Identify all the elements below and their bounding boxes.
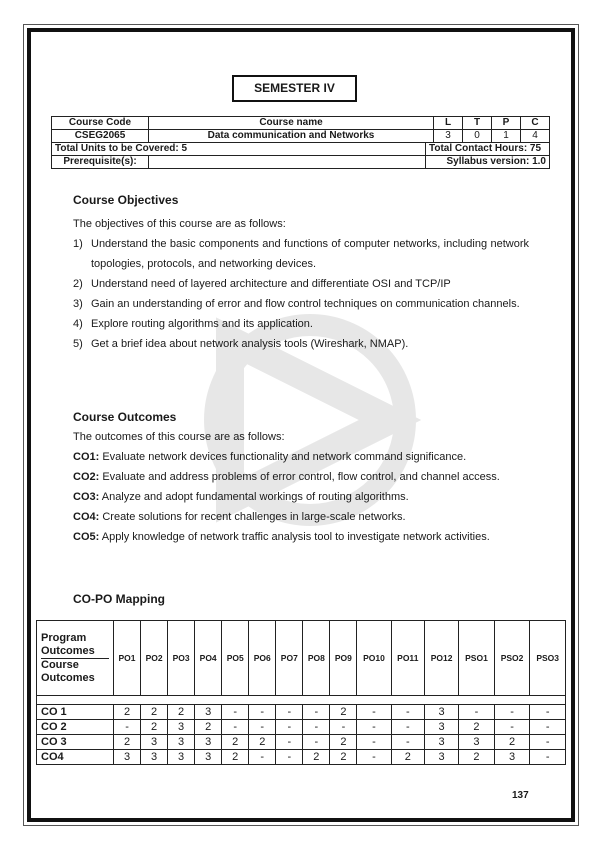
mapping-cell: 3 <box>141 735 168 750</box>
mapping-cell: 3 <box>425 705 459 720</box>
mapping-cell: - <box>357 720 391 735</box>
mapping-corner-cell: Program Outcomes Course Outcomes <box>37 621 114 696</box>
mapping-cell: 3 <box>195 750 222 765</box>
mapping-cell: 2 <box>222 735 249 750</box>
column-header: PO7 <box>276 621 303 696</box>
mapping-cell: 3 <box>195 705 222 720</box>
objectives-heading: Course Objectives <box>73 193 179 207</box>
page-number: 137 <box>512 790 529 801</box>
mapping-cell: 2 <box>222 750 249 765</box>
p-value: 1 <box>492 130 521 143</box>
total-units: Total Units to be Covered: 5 <box>52 143 426 156</box>
mapping-cell: 3 <box>141 750 168 765</box>
outcomes-heading: Course Outcomes <box>73 410 177 424</box>
row-label: CO4 <box>37 750 114 765</box>
table-row <box>37 720 566 735</box>
t-value: 0 <box>463 130 492 143</box>
course-code: CSEG2065 <box>52 130 149 143</box>
mapping-cell: 2 <box>494 735 530 750</box>
mapping-cell: - <box>276 750 303 765</box>
mapping-cell: 2 <box>330 750 357 765</box>
list-item: 4) Explore routing algorithms and its application. <box>73 318 313 330</box>
mapping-cell: - <box>530 735 566 750</box>
syllabus-version: Syllabus version: 1.0 <box>426 156 550 169</box>
column-header: PO9 <box>330 621 357 696</box>
course-outcomes-section <box>73 407 529 547</box>
semester-title: SEMESTER IV <box>232 75 357 102</box>
list-item: CO5: Apply knowledge of network traffic analysis tool to investigate network activities. <box>73 531 490 543</box>
mapping-cell: - <box>494 720 530 735</box>
mapping-cell: - <box>391 705 424 720</box>
list-item: CO1: Evaluate network devices functionality and network command significance. <box>73 451 467 463</box>
mapping-cell: - <box>357 705 391 720</box>
mapping-cell: 2 <box>303 750 330 765</box>
mapping-cell: 2 <box>330 735 357 750</box>
row-label: CO 2 <box>37 720 114 735</box>
mapping-cell: 2 <box>391 750 424 765</box>
course-name: Data communication and Networks <box>149 130 434 143</box>
mapping-cell: - <box>357 735 391 750</box>
list-item: CO4: Create solutions for recent challenges in large-scale networks. <box>73 511 406 523</box>
column-header: PSO3 <box>530 621 566 696</box>
column-header: PO6 <box>249 621 276 696</box>
mapping-cell: 2 <box>141 720 168 735</box>
column-header: PO3 <box>168 621 195 696</box>
list-item: CO2: Evaluate and address problems of error control, flow control, and channel access. <box>73 471 500 483</box>
list-item: 5) Get a brief idea about network analysis tools (Wireshark, NMAP). <box>73 338 409 350</box>
mapping-cell: 2 <box>249 735 276 750</box>
mapping-cell: 3 <box>494 750 530 765</box>
list-item: CO3: Analyze and adopt fundamental workings of routing algorithms. <box>73 491 409 503</box>
mapping-cell: 3 <box>168 750 195 765</box>
objectives-list <box>73 234 529 354</box>
mapping-cell: 2 <box>141 705 168 720</box>
mapping-cell: 3 <box>168 720 195 735</box>
mapping-cell: 3 <box>425 720 459 735</box>
column-header: PO1 <box>114 621 141 696</box>
mapping-cell: 2 <box>168 705 195 720</box>
mapping-cell: 2 <box>114 735 141 750</box>
mapping-cell: - <box>276 705 303 720</box>
mapping-cell: - <box>303 735 330 750</box>
table-row <box>37 750 566 765</box>
mapping-cell: - <box>530 705 566 720</box>
mapping-cell: - <box>222 720 249 735</box>
table-row <box>37 705 566 720</box>
c-label: C <box>521 117 550 130</box>
mapping-cell: 2 <box>459 750 495 765</box>
p-label: P <box>492 117 521 130</box>
mapping-cell: 3 <box>195 735 222 750</box>
mapping-cell: 3 <box>425 750 459 765</box>
co-po-mapping-table <box>36 620 566 765</box>
table-row <box>37 735 566 750</box>
mapping-cell: 2 <box>459 720 495 735</box>
course-name-label: Course name <box>149 117 434 130</box>
mapping-cell: - <box>303 720 330 735</box>
mapping-cell: - <box>530 720 566 735</box>
mapping-cell: - <box>494 705 530 720</box>
prerequisites-value <box>149 156 426 169</box>
column-header: PO11 <box>391 621 424 696</box>
total-hours: Total Contact Hours: 75 <box>426 143 550 156</box>
outcomes-intro: The outcomes of this course are as follows: <box>73 431 285 443</box>
mapping-cell: - <box>391 720 424 735</box>
mapping-cell: 2 <box>195 720 222 735</box>
mapping-cell: - <box>276 735 303 750</box>
l-value: 3 <box>434 130 463 143</box>
row-label: CO 1 <box>37 705 114 720</box>
mapping-cell: - <box>249 750 276 765</box>
mapping-cell: - <box>459 705 495 720</box>
mapping-cell: - <box>222 705 249 720</box>
mapping-cell: - <box>530 750 566 765</box>
mapping-cell: - <box>249 705 276 720</box>
column-header: PO10 <box>357 621 391 696</box>
mapping-cell: 3 <box>425 735 459 750</box>
mapping-cell: 3 <box>459 735 495 750</box>
list-item: 3) Gain an understanding of error and flow control techniques on communication channels. <box>73 298 520 310</box>
column-header: PSO2 <box>494 621 530 696</box>
t-label: T <box>463 117 492 130</box>
column-header: PO8 <box>303 621 330 696</box>
mapping-cell: - <box>357 750 391 765</box>
column-header: PSO1 <box>459 621 495 696</box>
l-label: L <box>434 117 463 130</box>
mapping-cell: - <box>303 705 330 720</box>
list-item: 1) Understand the basic components and functions of computer networks, including network topologies, protocols, and networking devices. <box>73 238 529 270</box>
list-item: 2) Understand need of layered architecture and differentiate OSI and TCP/IP <box>73 278 451 290</box>
course-code-label: Course Code <box>52 117 149 130</box>
mapping-cell: - <box>249 720 276 735</box>
mapping-heading: CO-PO Mapping <box>73 592 165 606</box>
column-header: PO4 <box>195 621 222 696</box>
mapping-cell: 3 <box>168 735 195 750</box>
mapping-cell: 2 <box>330 705 357 720</box>
course-objectives-section <box>73 190 529 354</box>
mapping-cell: 3 <box>114 750 141 765</box>
mapping-cell: - <box>330 720 357 735</box>
mapping-cell: - <box>276 720 303 735</box>
prerequisites-label: Prerequisite(s): <box>52 156 149 169</box>
mapping-cell: 2 <box>114 705 141 720</box>
objectives-intro: The objectives of this course are as follows: <box>73 218 286 230</box>
column-header: PO2 <box>141 621 168 696</box>
mapping-cell: - <box>114 720 141 735</box>
course-header-table <box>51 116 550 169</box>
column-header: PO12 <box>425 621 459 696</box>
column-header: PO5 <box>222 621 249 696</box>
mapping-cell: - <box>391 735 424 750</box>
row-label: CO 3 <box>37 735 114 750</box>
c-value: 4 <box>521 130 550 143</box>
